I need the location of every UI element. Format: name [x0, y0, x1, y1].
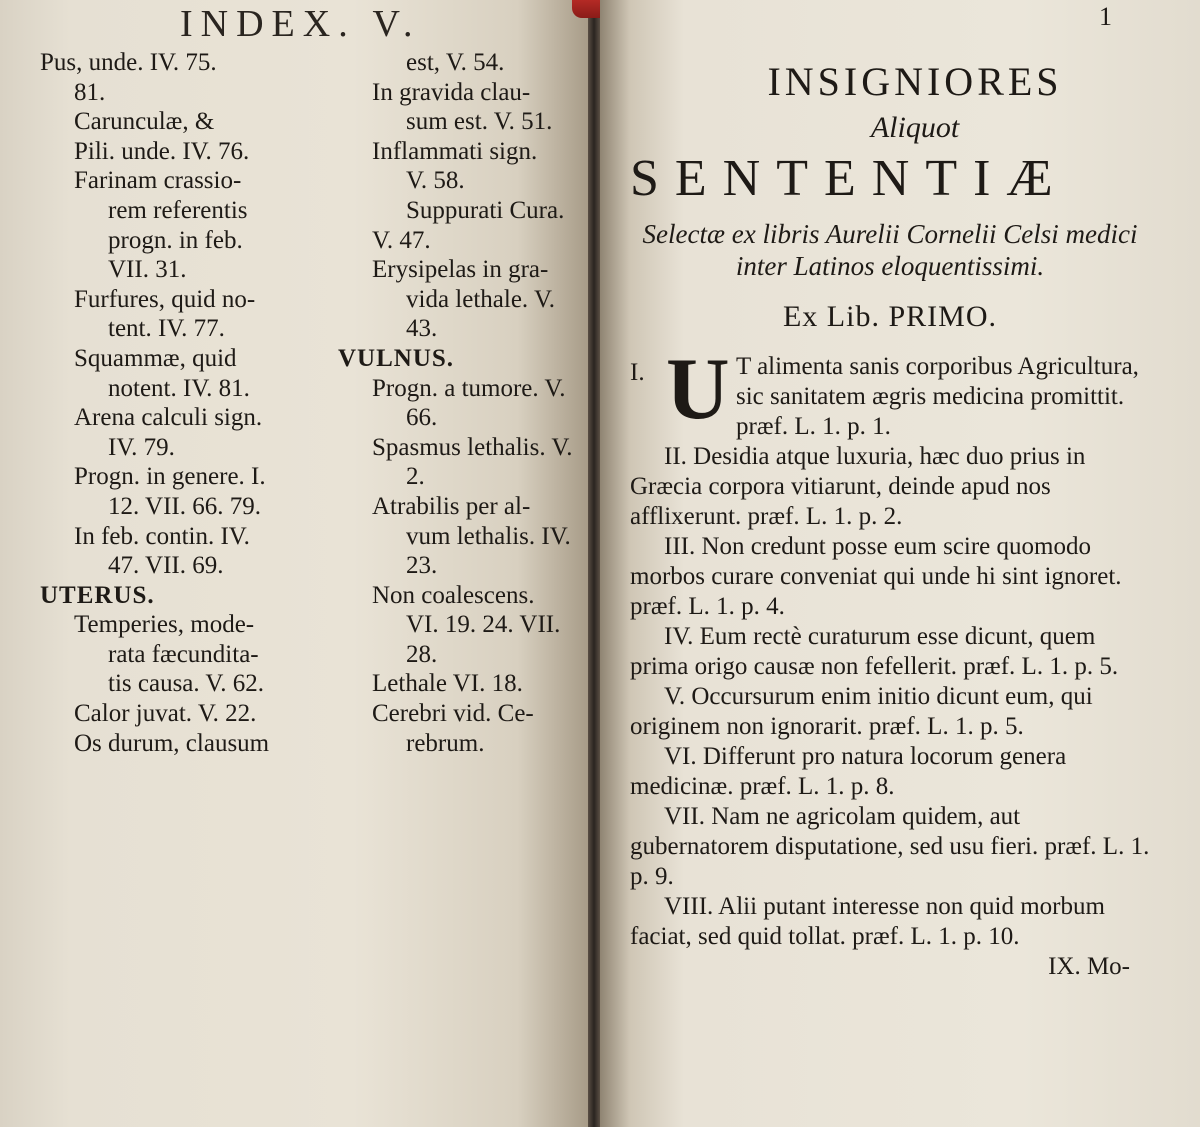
index-right-entry: vum lethalis. IV.: [406, 522, 571, 550]
index-column-right: [338, 48, 583, 758]
index-left-entry: 12. VII. 66. 79.: [108, 492, 262, 520]
index-left-entry: tent. IV. 77.: [108, 315, 225, 343]
index-left-entry: Os durum, clausum: [74, 729, 270, 757]
index-right-entry: 28.: [406, 640, 438, 668]
index-right-entry: Spasmus lethalis. V.: [372, 433, 573, 461]
index-left-entry: Squammæ, quid: [74, 344, 237, 372]
section-heading: Ex Lib. PRIMO.: [782, 300, 997, 333]
index-right-entry: Suppurati Cura.: [406, 196, 565, 224]
running-head: INDEX. V.: [180, 3, 421, 45]
sentence-list: [630, 442, 1150, 952]
page-number: 1: [1099, 2, 1112, 31]
index-right-entry: Atrabilis per al-: [372, 492, 531, 520]
sentence-paragraph: VI. Differunt pro natura locorum genera medicinæ. præf. L. 1. p. 8.: [630, 743, 1067, 800]
sentence-number: I.: [630, 359, 645, 386]
index-column-left: [40, 48, 330, 758]
sentence-paragraph: VIII. Alii putant interesse non quid morbum faciat, sed quid tollat. præf. L. 1. p. 10.: [630, 893, 1105, 950]
right-page-content: [630, 50, 1150, 982]
title-aliquot: Aliquot: [870, 111, 960, 144]
index-right-entry: Non coalescens.: [372, 581, 535, 609]
index-left-entry: Farinam crassio-: [74, 167, 242, 195]
index-right-entry: In gravida clau-: [372, 78, 531, 106]
index-left-entry: notent. IV. 81.: [108, 374, 250, 402]
index-right-entry: 2.: [406, 463, 425, 491]
index-right-entry: Cerebri vid. Ce-: [372, 700, 534, 728]
index-right-entry: VULNUS.: [338, 344, 455, 372]
index-left-entry: In feb. contin. IV.: [74, 522, 250, 550]
index-left-entry: Temperies, mode-: [74, 611, 255, 639]
index-right-entry: sum est. V. 51.: [406, 108, 553, 136]
sentence-1: [630, 341, 1150, 442]
index-right-entry: est, V. 54.: [406, 49, 505, 76]
left-page: [0, 0, 588, 1127]
index-left-entry: Calor juvat. V. 22.: [74, 700, 257, 728]
index-right-entry: Lethale VI. 18.: [372, 670, 523, 698]
index-left-entry: VII. 31.: [108, 256, 187, 284]
index-left-entry: rem referentis: [108, 196, 248, 224]
index-right-entry: V. 58.: [406, 167, 465, 195]
index-left-entry: 47. VII. 69.: [108, 552, 224, 580]
sentences-body: [630, 341, 1150, 982]
sentence-paragraph: VII. Nam ne agricolam quidem, aut gubernatorem disputatione, sed usu fieri. præf. L. 1. p. 9.: [630, 803, 1150, 890]
sentence-paragraph: IV. Eum rectè curaturum esse dicunt, quem prima origo causæ non fefellerit. præf. L. 1. p. 5.: [630, 623, 1119, 680]
index-left-entry: tis causa. V. 62.: [108, 670, 265, 698]
title-insigniores: INSIGNIORES: [767, 59, 1063, 104]
index-left-entry: 81.: [74, 78, 106, 106]
catchword: IX. Mo-: [1048, 953, 1130, 980]
index-right-entry: Erysipelas in gra-: [372, 256, 549, 284]
book-gutter: [588, 0, 600, 1127]
index-left-entry: Carunculæ, &: [74, 108, 215, 136]
index-left-entry: UTERUS.: [40, 581, 155, 609]
index-right-entry: VI. 19. 24. VII.: [406, 611, 561, 639]
sentence-paragraph: II. Desidia atque luxuria, hæc duo prius in Græcia corpora vitiarunt, deinde apud nos afflixerunt. præf. L. 1. p. 2.: [630, 443, 1086, 530]
title-sententiae: SENTENTIÆ: [630, 150, 1069, 207]
index-left-entry: Pus, unde. IV. 75.: [40, 49, 217, 76]
index-right-entry: vida lethale. V.: [406, 285, 556, 313]
index-left-entry: Arena calculi sign.: [74, 404, 263, 432]
index-right-entry: 66.: [406, 404, 438, 432]
index-left-entry: Furfures, quid no-: [74, 285, 256, 313]
index-right-entry: Inflammati sign.: [372, 137, 538, 165]
index-left-entry: IV. 79.: [108, 433, 175, 461]
subtitle: Selectæ ex libris Aurelii Cornelii Celsi medici inter Latinos eloquentissimi.: [642, 219, 1138, 281]
index-right-entry: 23.: [406, 552, 438, 580]
index-right-entry: V. 47.: [372, 226, 431, 254]
sentence-text: T alimenta sanis corporibus Agricultura, sic sanitatem ægris medicina promittit. præf. L. 1. p. 1.: [736, 353, 1139, 440]
index-right-entry: Progn. a tumore. V.: [372, 374, 566, 402]
sentence-paragraph: V. Occursurum enim initio dicunt eum, qui originem non ignorarit. præf. L. 1. p. 5.: [630, 683, 1093, 740]
index-left-entry: progn. in feb.: [108, 226, 243, 254]
index-right-entry: 43.: [406, 315, 438, 343]
index-right-entry: rebrum.: [406, 729, 485, 757]
index-left-entry: rata fæcundita-: [108, 640, 259, 668]
index-left-entry: Progn. in genere. I.: [74, 463, 266, 491]
drop-cap: U: [666, 341, 730, 438]
sentence-paragraph: III. Non credunt posse eum scire quomodo morbos curare conveniat qui unde hi sint ignoret. præf. L. 1. p. 4.: [630, 533, 1122, 620]
index-left-entry: Pili. unde. IV. 76.: [74, 137, 250, 165]
